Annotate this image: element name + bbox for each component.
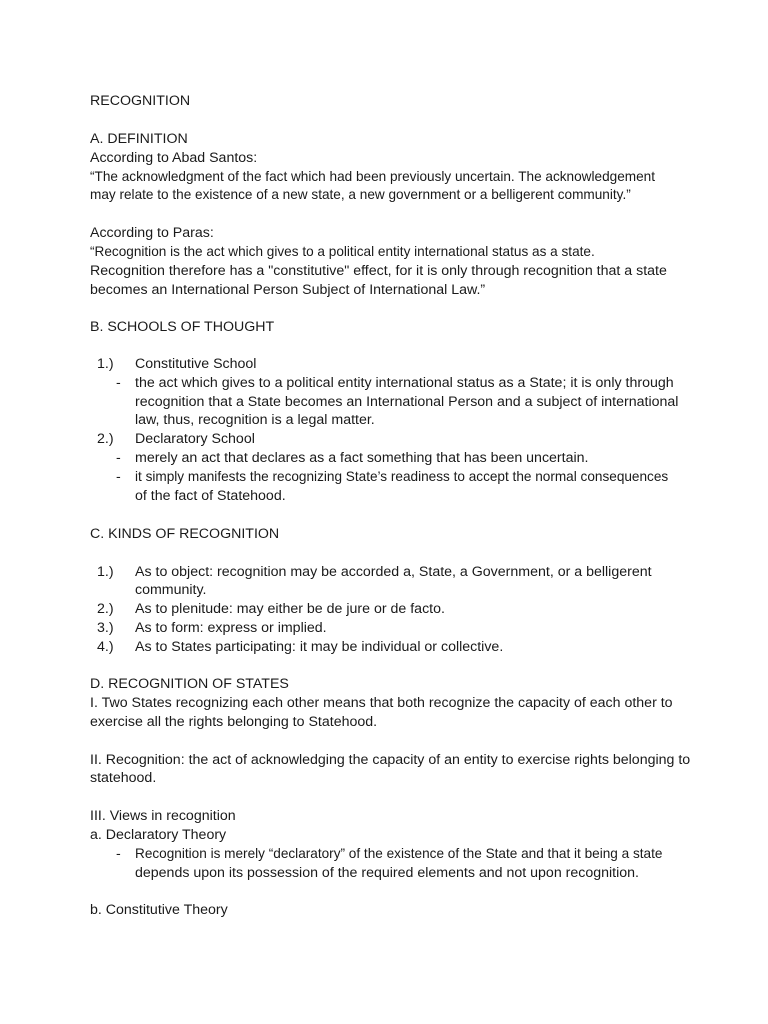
list-number: 1.) xyxy=(97,564,114,580)
bullet-dash: - xyxy=(116,450,121,466)
document-title: RECOGNITION xyxy=(90,93,191,109)
bullet-text-line: it simply manifests the recognizing State’s readiness to accept the normal consequences xyxy=(135,469,669,484)
paras-quote-line: Recognition therefore has a "constitutive" effect, for it is only through recognition that a state xyxy=(90,263,667,279)
constitutive-theory-heading: b. Constitutive Theory xyxy=(90,902,228,918)
section-d-heading: D. RECOGNITION OF STATES xyxy=(90,676,289,692)
section-c-heading: C. KINDS OF RECOGNITION xyxy=(90,526,280,542)
list-number: 1.) xyxy=(97,356,114,372)
bullet-text-line: depends upon its possession of the required elements and not upon recognition. xyxy=(135,865,640,881)
section-a-heading: A. DEFINITION xyxy=(90,131,188,147)
kind-item-line: As to form: express or implied. xyxy=(135,620,327,636)
paras-quote-line: becomes an International Person Subject of International Law.” xyxy=(90,282,486,298)
bullet-dash: - xyxy=(116,846,121,862)
bullet-text-line: Recognition is merely “declaratory” of the existence of the State and that it being a state xyxy=(135,846,663,861)
paras-quote-line: “Recognition is the act which gives to a political entity international status as a state. xyxy=(90,244,595,259)
school-name: Declaratory School xyxy=(135,431,255,447)
paragraph-line: statehood. xyxy=(90,770,157,786)
list-number: 3.) xyxy=(97,620,114,636)
abad-santos-quote-line: “The acknowledgment of the fact which had been previously uncertain. The acknowledgement xyxy=(90,169,655,184)
declaratory-theory-heading: a. Declaratory Theory xyxy=(90,827,227,843)
bullet-text-line: recognition that a State becomes an International Person and a subject of international xyxy=(135,394,679,410)
bullet-text-line: of the fact of Statehood. xyxy=(135,488,286,504)
kind-item-line: As to object: recognition may be accorded a, State, a Government, or a belligerent xyxy=(135,564,652,580)
bullet-text-line: merely an act that declares as a fact something that has been uncertain. xyxy=(135,450,589,466)
bullet-dash: - xyxy=(116,375,121,391)
kind-item-line: As to plenitude: may either be de jure or de facto. xyxy=(135,601,445,617)
list-number: 4.) xyxy=(97,639,114,655)
paras-label: According to Paras: xyxy=(90,225,214,241)
paragraph-line: I. Two States recognizing each other means that both recognize the capacity of each other to xyxy=(90,695,673,711)
views-heading: III. Views in recognition xyxy=(90,808,236,824)
paragraph-line: exercise all the rights belonging to Statehood. xyxy=(90,714,378,730)
bullet-text-line: the act which gives to a political entity international status as a State; it is only through xyxy=(135,375,674,391)
abad-santos-label: According to Abad Santos: xyxy=(90,150,258,166)
bullet-text-line: law, thus, recognition is a legal matter. xyxy=(135,412,375,428)
list-number: 2.) xyxy=(97,431,114,447)
bullet-dash: - xyxy=(116,469,121,485)
paragraph-line: II. Recognition: the act of acknowledging the capacity of an entity to exercise rights belonging to xyxy=(90,752,691,768)
section-b-heading: B. SCHOOLS OF THOUGHT xyxy=(90,319,275,335)
list-number: 2.) xyxy=(97,601,114,617)
school-name: Constitutive School xyxy=(135,356,257,372)
abad-santos-quote-line: may relate to the existence of a new state, a new government or a belligerent community.” xyxy=(90,187,631,202)
kind-item-line: community. xyxy=(135,582,207,598)
kind-item-line: As to States participating: it may be individual or collective. xyxy=(135,639,504,655)
